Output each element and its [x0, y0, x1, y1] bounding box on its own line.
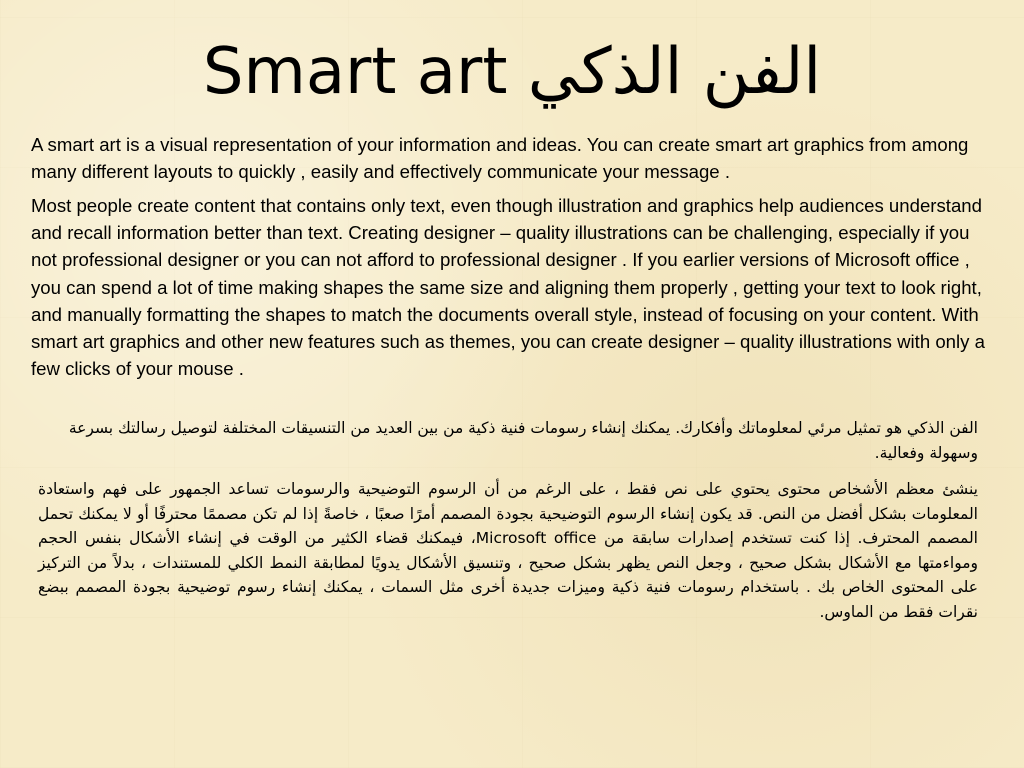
arabic-paragraph-2: ينشئ معظم الأشخاص محتوى يحتوي على نص فقط ، على الرغم من أن الرسوم التوضيحية والرسومات تساعد الجمهور على فهم واستعادة المعلومات بشكل أفضل من النص. قد يكون إنشاء الرسوم التوضيحية بجودة المصمم أمرًا صعبًا ، خاصةً إذا لم تكن مصممًا محترفًا أو لا يمكنك تحمل المصمم المحترف. إذا كنت تستخدم إصدارات سابقة من Microsoft office، فيمكنك قضاء الكثير من الوقت في إنشاء الأشكال بنفس الحجم ومواءمتها مع الأشكال بشكل صحيح ، وجعل النص يظهر بشكل صحيح ، وتنسيق الأشكال يدويًا لمطابقة النمط الكلي للمستندات ، بدلاً من التركيز على المحتوى الخاص بك . باستخدام رسومات فنية ذكية وميزات جديدة أخرى مثل السمات ، يمكنك إنشاء رسوم توضيحية بجودة المصمم ببضع نقرات فقط من الماوس.	[38, 480, 978, 621]
english-paragraph-1: A smart art is a visual representation of your information and ideas. You can create smart art graphics from among many different layouts to quickly , easily and effectively communicate your message .	[31, 134, 969, 183]
slide-title: Smart art الفن الذكي	[202, 35, 822, 109]
arabic-paragraph-1: الفن الذكي هو تمثيل مرئي لمعلوماتك وأفكارك. يمكنك إنشاء رسومات فنية ذكية من بين العديد من التنسيقات المختلفة لتوصيل رسالتك بسرعة وسهولة وفعالية.	[68, 419, 978, 462]
english-paragraph-2: Most people create content that contains only text, even though illustration and graphics help audiences understand and recall information better than text. Creating designer – quality illustrations can be challenging, especially if you not professional designer or you can not afford to professional designer . If you earlier versions of Microsoft office , you can spend a lot of time making shapes the same size and aligning them properly , getting your text to look right, and manually formatting the shapes to match the documents overall style, instead of focusing on your content. With smart art graphics and other new features such as themes, you can create designer – quality illustrations with only a few clicks of your mouse .	[31, 195, 985, 380]
